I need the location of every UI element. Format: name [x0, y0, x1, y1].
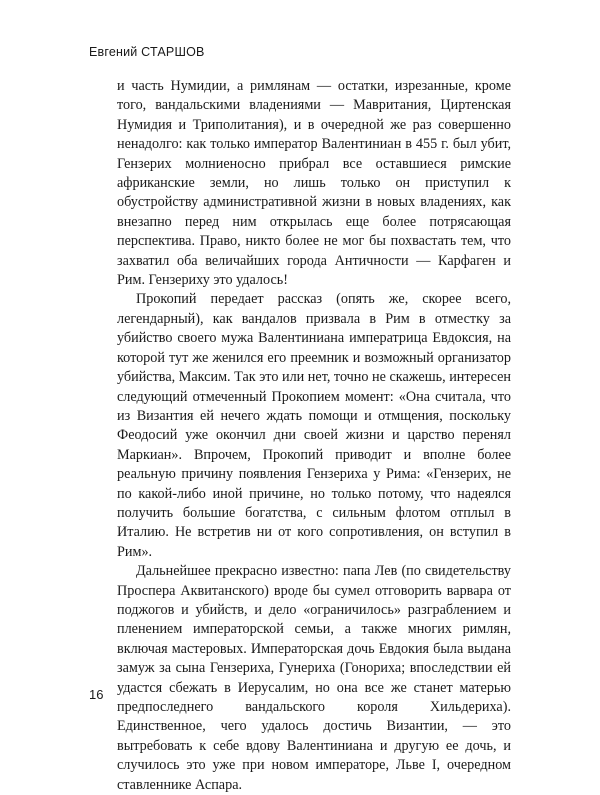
running-head: Евгений СТАРШОВ	[89, 45, 205, 59]
paragraph: Дальнейшее прекрасно известно: папа Лев (по свидетельству Проспера Аквитанского) вроде бы сумел отговорить варвара от поджогов и убийств, и дело «ограничилось» разграблением и пленением императорской семьи, а также многих римлян, включая мастеровых. Императорская дочь Евдокия была выдана замуж за сына Гензериха, Гунериха (Гонориха; впоследствии ей удастся сбежать в Иерусалим, но она все же станет матерью предпоследнего вандальского короля Хильдериха). Единственное, чего удалось достичь Византии, — это вытребовать к себе вдову Валентиниана и другую ее дочь, и случилось это уже при новом императоре, Льве I, очередном ставленнике Аспара.	[117, 563, 511, 793]
paragraph: Прокопий передает рассказ (опять же, скорее всего, легендарный), как вандалов призвала в Рим в отместку за убийство своего мужа Валентиниана императрица Евдоксия, на которой тут же женился его преемник и возможный организатор убийства, Максим. Так это или нет, точно не скажешь, интересен следующий отмеченный Прокопием момент: «Она считала, что из Византия ей нечего ждать помощи и отмщения, поскольку Феодосий уже окончил дни своей жизни и царство перенял Маркиан». Впрочем, Прокопий приводит и вполне более реальную причину появления Гензериха у Рима: «Гензерих, не по какой-либо иной причине, но только потому, что надеялся получить большие богатства, с сильным флотом отплыл в Италию. Не встретив ни от кого сопротивления, он вступил в Рим».	[117, 291, 511, 560]
paragraph: и часть Нумидии, а римлянам — остатки, изрезанные, кроме того, вандальскими владениями — Мавритания, Циртенская Нумидия и Триполитания), и в очередной же раз совершенно ненадолго: как только император Валентиниан в 455 г. был убит, Гензерих молниеносно прибрал все оставшиеся римские африканские земли, но лишь только он приступил к обустройству административной жизни в новых владениях, как внезапно перед ним открылась еще более потрясающая перспектива. Право, никто более не мог бы похвастать тем, что захватил оба величайших города Античности — Карфаген и Рим. Гензериху это удалось!	[117, 78, 511, 289]
page-number: 16	[89, 687, 104, 702]
body-text	[117, 77, 511, 795]
